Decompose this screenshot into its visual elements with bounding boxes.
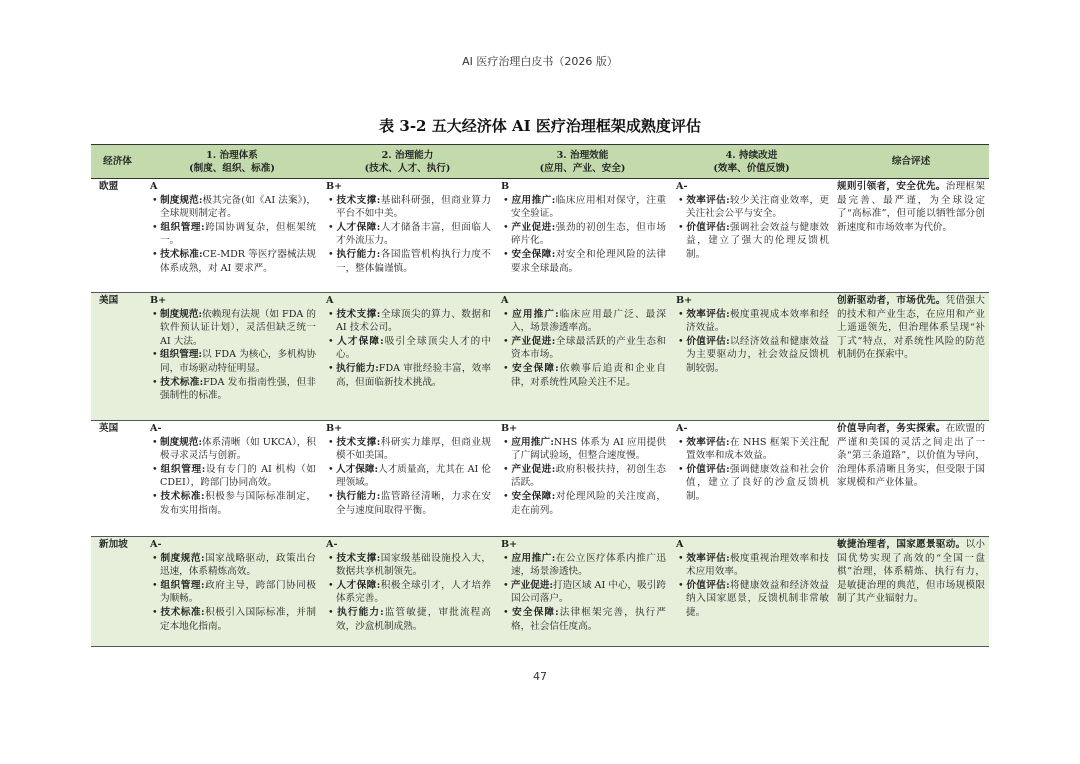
assessment-points: [148, 552, 316, 634]
assessment-point: [511, 248, 666, 275]
grade-label: B+: [150, 295, 167, 306]
point-text: 较少关注商业效率，更关注社会公平与安全。: [686, 194, 830, 220]
entity-cell: 欧盟: [99, 181, 119, 192]
assessment-cell: [144, 421, 320, 537]
assessment-point: [336, 606, 491, 633]
overall-review-cell: [833, 537, 989, 647]
grade-label: A: [150, 181, 158, 192]
assessment-cell: [670, 421, 833, 537]
assessment-point: [511, 606, 666, 633]
assessment-points: [148, 194, 316, 276]
point-text: 打造区域 AI 中心，吸引跨国公司落户。: [511, 579, 666, 605]
assessment-points: [674, 194, 829, 262]
assessment-point: [686, 221, 829, 262]
point-text: 对安全和伦理风险的法律要求全球最高。: [511, 248, 667, 274]
assessment-points: [499, 436, 666, 518]
point-text: 临床应用最广泛、最深入，场景渗透率高。: [511, 308, 667, 334]
grade-label: A: [676, 539, 684, 550]
point-label: 技术支撑:: [336, 436, 381, 448]
assessment-point: [686, 335, 829, 376]
point-text: 在公立医疗体系内推广迅速，场景渗透快。: [511, 552, 667, 578]
point-text: 法律框架完善，执行严格，社会信任度高。: [511, 606, 667, 632]
assessment-point: [336, 552, 491, 579]
point-text: 极其完备(如《AI 法案》)，全球规则制定者。: [160, 194, 316, 220]
assessment-point: [160, 348, 316, 375]
assessment-cell: [495, 421, 670, 537]
point-text: 全球最活跃的产业生态和资本市场。: [511, 335, 667, 361]
point-text: 各国监管机构执行力度不一，整体偏谨慎。: [336, 248, 492, 274]
point-label: 安全保障:: [511, 248, 556, 260]
assessment-cell: [320, 179, 495, 293]
point-text: 人才储备丰富，但面临人才外流压力。: [336, 221, 492, 247]
point-text: 跨国协调复杂，但框架统一。: [160, 221, 317, 247]
assessment-point: [511, 552, 666, 579]
assessment-point: [686, 436, 829, 463]
summary-text: 在欧盟的严谨和美国的灵活之间走出了一条“第三条道路”，以价值为导向，治理体系清晰且务实，但受限于国家规模和产业体量。: [837, 423, 986, 489]
summary-text: 以小国优势实现了高效的“全国一盘棋”治理，体系精炼、执行有力，是敏捷治理的典范，但市场规模限制了其产业辐射力。: [837, 539, 986, 605]
assessment-point: [511, 463, 666, 490]
assessment-point: [511, 194, 666, 221]
assessment-points: [674, 552, 829, 620]
assessment-point: [336, 248, 491, 275]
assessment-point: [511, 308, 666, 335]
assessment-points: [324, 308, 491, 390]
point-text: FDA 发布指南性强，但非强制性的标准。: [160, 376, 317, 402]
summary-text: 凭借强大的技术和产业生态，在应用和产业上遥遥领先，但治理体系呈现“补丁式”特点，对系统性风险的防范机制仍在探索中。: [837, 295, 986, 361]
table-row: [91, 537, 989, 647]
point-text: 将健康效益和经济效益纳入国家愿景，反馈机制非常敏捷。: [686, 579, 830, 618]
point-label: 应用推广:: [511, 194, 556, 206]
point-text: 以经济效益和健康效益为主要驱动力，社会效益反馈机制较弱。: [686, 335, 830, 374]
running-header: AI 医疗治理白皮书（2026 版）: [462, 55, 618, 68]
point-label: 组织管理:: [160, 349, 203, 361]
point-text: NHS 体系为 AI 应用提供了广阔试验场，但整合速度慢。: [511, 436, 666, 462]
column-header-overall-review: 综合评述: [833, 145, 989, 179]
point-label: 产业促进:: [511, 335, 556, 347]
table-row: [91, 421, 989, 537]
point-label: 技术支撑:: [336, 194, 381, 206]
summary-lead: 价值导向者，务实探索。: [837, 423, 946, 434]
point-text: 依赖现有法规（如 FDA 的软件预认证计划），灵活但缺乏统一 AI 大法。: [160, 308, 316, 347]
assessment-point: [686, 463, 829, 504]
assessment-cell: [495, 293, 670, 421]
summary-lead: 规则引领者，安全优先。: [837, 181, 946, 192]
point-label: 效率评估:: [686, 552, 730, 564]
assessment-point: [511, 490, 666, 517]
point-label: 效率评估:: [686, 308, 730, 320]
point-label: 价值评估:: [686, 579, 730, 591]
grade-label: B+: [326, 181, 343, 192]
point-label: 组织管理:: [160, 463, 206, 475]
grade-label: A-: [150, 423, 162, 434]
entity-cell: 英国: [99, 423, 119, 434]
assessment-point: [160, 463, 316, 490]
grade-label: A: [326, 295, 334, 306]
point-label: 人才保障:: [336, 335, 384, 347]
overall-review-cell: [833, 421, 989, 537]
point-label: 组织管理:: [160, 579, 205, 591]
assessment-points: [148, 436, 316, 518]
point-text: 在 NHS 框架下关注配置效率和成本效益。: [686, 436, 830, 462]
point-label: 应用推广:: [511, 436, 554, 448]
assessment-point: [160, 221, 316, 248]
summary-lead: 敏捷治理者，国家愿景驱动。: [837, 539, 966, 550]
assessment-point: [160, 490, 316, 517]
assessment-point: [336, 221, 491, 248]
point-label: 技术标准:: [160, 248, 203, 260]
column-header-continuous-improvement: 4. 持续改进 (效率、价值反馈): [670, 145, 833, 179]
assessment-point: [160, 194, 316, 221]
point-label: 技术标准:: [160, 606, 205, 618]
assessment-point: [336, 362, 491, 389]
point-text: 强劲的初创生态，但市场碎片化。: [511, 221, 667, 247]
entity-cell: 新加坡: [91, 537, 144, 647]
assessment-point: [511, 221, 666, 248]
overall-review-cell: [833, 179, 989, 293]
point-label: 制度规范:: [160, 308, 203, 320]
point-text: 政府主导，跨部门协同极为顺畅。: [160, 579, 317, 605]
assessment-point: [686, 194, 829, 221]
assessment-points: [674, 436, 829, 504]
point-text: 全球顶尖的算力、数据和 AI 技术公司。: [336, 308, 492, 334]
point-text: 基础科研强，但商业算力平台不如中美。: [336, 194, 492, 220]
point-label: 安全保障:: [511, 606, 559, 618]
point-text: 依赖事后追责和企业自律，对系统性风险关注不足。: [511, 362, 667, 388]
assessment-points: [148, 308, 316, 403]
column-header-governance-capacity: 2. 治理能力 (技术、人才、执行): [320, 145, 495, 179]
assessment-point: [686, 579, 829, 620]
point-label: 执行能力:: [336, 490, 381, 502]
grade-label: A-: [150, 539, 162, 550]
table-row: [91, 293, 989, 421]
assessment-point: [160, 606, 316, 633]
point-text: 临床应用相对保守，注重安全验证。: [511, 194, 667, 220]
point-text: 积极全球引才，人才培养体系完善。: [336, 579, 492, 605]
point-text: 积极引入国际标准，并制定本地化指南。: [160, 606, 317, 632]
assessment-cell: [670, 293, 833, 421]
assessment-point: [511, 436, 666, 463]
assessment-cell: [495, 179, 670, 293]
assessment-cell: [144, 179, 320, 293]
point-text: 对伦理风险的关注度高，走在前列。: [511, 490, 667, 516]
assessment-point: [160, 248, 316, 275]
assessment-point: [511, 362, 666, 389]
point-label: 执行能力:: [336, 606, 384, 618]
point-text: 强调社会效益与健康效益，建立了强大的伦理反馈机制。: [686, 221, 830, 260]
table-header-row: [91, 145, 989, 179]
point-text: 体系清晰（如 UKCA），积极寻求灵活与创新。: [160, 436, 317, 462]
point-label: 人才保障:: [336, 221, 381, 233]
point-label: 执行能力:: [336, 362, 379, 374]
assessment-point: [336, 436, 491, 463]
page-number: 47: [533, 670, 547, 683]
point-text: 设有专门的 AI 机构（如 CDEI），跨部门协同高效。: [160, 463, 316, 489]
point-text: FDA 审批经验丰富，效率高，但面临新技术挑战。: [336, 362, 491, 388]
point-text: 积极参与国际标准制定，发布实用指南。: [160, 490, 317, 516]
point-label: 技术标准:: [160, 490, 205, 502]
point-text: 政府积极扶持，初创生态活跃。: [511, 463, 667, 489]
point-label: 制度规范:: [160, 552, 205, 564]
assessment-points: [674, 308, 829, 376]
point-text: 科研实力雄厚，但商业规模不如美国。: [336, 436, 492, 462]
assessment-cell: [144, 293, 320, 421]
grade-label: A-: [676, 181, 688, 192]
point-label: 价值评估:: [686, 335, 730, 347]
summary-lead: 创新驱动者，市场优先。: [837, 295, 946, 306]
point-label: 价值评估:: [686, 463, 730, 475]
assessment-cell: [495, 537, 670, 647]
point-label: 安全保障:: [511, 362, 559, 374]
summary-text: 治理框架最完善、最严谨，为全球设定了“高标准”，但可能以牺牲部分创新速度和市场效率为代价。: [837, 181, 986, 233]
point-label: 制度规范:: [160, 436, 202, 448]
grade-label: B+: [501, 539, 518, 550]
assessment-point: [336, 308, 491, 335]
assessment-point: [686, 308, 829, 335]
point-label: 技术支撑:: [336, 552, 381, 564]
assessment-point: [511, 579, 666, 606]
point-text: CE-MDR 等医疗器械法规体系成熟，对 AI 要求严。: [160, 248, 316, 274]
assessment-point: [336, 194, 491, 221]
point-text: 吸引全球顶尖人才的中心。: [336, 335, 492, 361]
assessment-cell: [320, 293, 495, 421]
assessment-cell: [144, 537, 320, 647]
point-label: 产业促进:: [511, 579, 554, 591]
assessment-point: [160, 436, 316, 463]
table-title: 表 3-2 五大经济体 AI 医疗治理框架成熟度评估: [379, 117, 701, 135]
assessment-point: [336, 463, 491, 490]
point-text: 监管路径清晰，力求在安全与速度间取得平衡。: [336, 490, 492, 516]
grade-label: B+: [326, 423, 343, 434]
assessment-points: [499, 552, 666, 634]
point-label: 效率评估:: [686, 436, 730, 448]
assessment-point: [160, 308, 316, 349]
table-row: [91, 179, 989, 293]
grade-label: B: [501, 181, 510, 192]
assessment-points: [499, 194, 666, 276]
assessment-points: [324, 194, 491, 276]
maturity-assessment-table: [91, 144, 989, 647]
point-label: 效率评估:: [686, 194, 730, 206]
point-label: 制度规范:: [160, 194, 203, 206]
column-header-governance-system: 1. 治理体系 (制度、组织、标准): [144, 145, 320, 179]
assessment-point: [686, 552, 829, 579]
point-text: 国家级基础设施投入大，数据共享机制领先。: [336, 552, 492, 578]
entity-cell: 美国: [91, 293, 144, 421]
point-label: 产业促进:: [511, 463, 556, 475]
point-label: 产业促进:: [511, 221, 556, 233]
point-label: 执行能力:: [336, 248, 381, 260]
assessment-cell: [320, 421, 495, 537]
assessment-points: [324, 552, 491, 634]
assessment-points: [499, 308, 666, 390]
point-text: 人才质量高，尤其在 AI 伦理领域。: [336, 463, 491, 489]
point-label: 应用推广:: [511, 308, 559, 320]
point-text: 国家战略驱动，政策出台迅速，体系精炼高效。: [160, 552, 317, 578]
point-label: 人才保障:: [336, 463, 379, 475]
assessment-cell: [320, 537, 495, 647]
assessment-point: [336, 579, 491, 606]
point-text: 极度重视成本效率和经济效益。: [686, 308, 830, 334]
grade-label: B+: [501, 423, 518, 434]
grade-label: A-: [676, 423, 688, 434]
grade-label: A: [501, 295, 509, 306]
point-label: 安全保障:: [511, 490, 556, 502]
point-label: 应用推广:: [511, 552, 556, 564]
point-label: 组织管理:: [160, 221, 205, 233]
point-text: 以 FDA 为核心，多机构协同，市场驱动特征明显。: [160, 349, 316, 374]
assessment-cell: [670, 537, 833, 647]
point-label: 人才保障:: [336, 579, 381, 591]
grade-label: B+: [676, 295, 693, 306]
assessment-point: [336, 335, 491, 362]
assessment-cell: [670, 179, 833, 293]
point-label: 技术支撑:: [336, 308, 381, 320]
point-label: 技术标准:: [160, 376, 204, 388]
assessment-point: [160, 376, 316, 403]
assessment-point: [511, 335, 666, 362]
point-label: 价值评估:: [686, 221, 730, 233]
assessment-points: [324, 436, 491, 518]
grade-label: A-: [326, 539, 338, 550]
point-text: 监管敏捷，审批流程高效，沙盒机制成熟。: [336, 606, 492, 632]
column-header-governance-effectiveness: 3. 治理效能 (应用、产业、安全): [495, 145, 670, 179]
assessment-point: [160, 579, 316, 606]
assessment-point: [336, 490, 491, 517]
overall-review-cell: [833, 293, 989, 421]
assessment-point: [160, 552, 316, 579]
column-header-entity: 经济体: [91, 145, 144, 179]
point-text: 强调健康效益和社会价值，建立了良好的沙盒反馈机制。: [686, 463, 830, 502]
point-text: 极度重视治理效率和技术应用效率。: [686, 552, 830, 578]
